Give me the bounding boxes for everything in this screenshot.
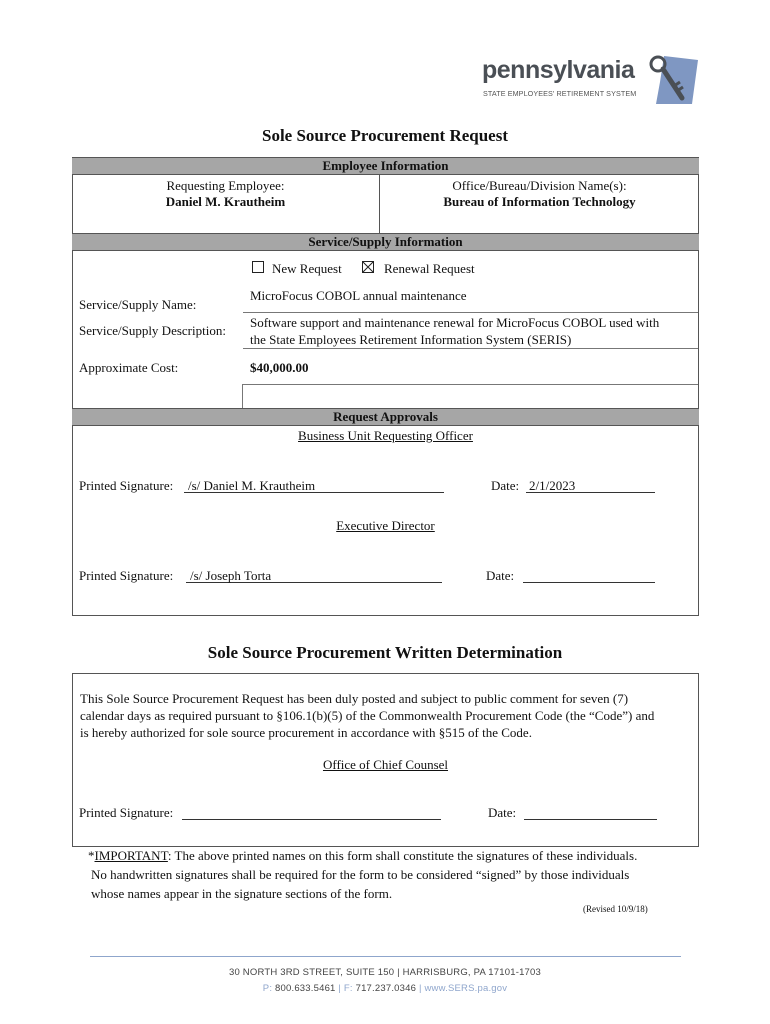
determination-para-line3: is hereby authorized for sole source procurement in accordance with §515 of the Code. bbox=[80, 725, 532, 740]
logo-tagline: STATE EMPLOYEES' RETIREMENT SYSTEM bbox=[483, 89, 637, 98]
important-line1-text: : The above printed names on this form shall constitute the signatures of these individuals. bbox=[167, 848, 638, 863]
signature2-label: Printed Signature: bbox=[79, 568, 174, 583]
approvals-header: Request Approvals bbox=[72, 408, 699, 426]
website-link[interactable]: www.SERS.pa.gov bbox=[424, 983, 508, 994]
director-title: Executive Director bbox=[336, 518, 435, 533]
new-request-checkbox[interactable] bbox=[252, 261, 264, 273]
page-title: Sole Source Procurement Request bbox=[262, 126, 508, 145]
renewal-request-label: Renewal Request bbox=[384, 261, 475, 276]
date2-line[interactable] bbox=[523, 582, 655, 583]
cost-underline bbox=[243, 384, 698, 385]
fax-number: 717.237.0346 bbox=[355, 983, 417, 994]
phone-prefix: P: bbox=[262, 983, 273, 994]
footer-contact bbox=[0, 983, 770, 994]
cost-value[interactable]: $40,000.00 bbox=[250, 360, 309, 375]
service-description-line2[interactable]: the State Employees Retirement Information System (SERIS) bbox=[250, 332, 572, 347]
determination-para-line2: calendar days as required pursuant to §106.1(b)(5) of the Commonwealth Procurement Code (the “Code”) and bbox=[80, 708, 655, 723]
signature1-value[interactable]: /s/ Daniel M. Krautheim bbox=[188, 478, 316, 493]
service-description-label: Service/Supply Description: bbox=[79, 323, 226, 338]
footer-rule bbox=[90, 956, 681, 957]
important-line1: *IMPORTANT: The above printed names on this form shall constitute the signatures of these individuals. bbox=[88, 848, 638, 863]
signature2-value[interactable]: /s/ Joseph Torta bbox=[190, 568, 272, 583]
checkmark-x-icon bbox=[363, 262, 373, 272]
office-label: Office/Bureau/Division Name(s): bbox=[452, 178, 627, 193]
requesting-employee-label: Requesting Employee: bbox=[166, 178, 285, 193]
footer-address: 30 NORTH 3RD STREET, SUITE 150 | HARRISBURG, PA 17101-1703 bbox=[228, 967, 542, 978]
employee-header: Employee Information bbox=[72, 157, 699, 175]
service-description-line1[interactable]: Software support and maintenance renewal for MicroFocus COBOL used with bbox=[250, 315, 660, 330]
counsel-date-label: Date: bbox=[488, 805, 517, 820]
important-line2: No handwritten signatures shall be required for the form to be considered “signed” by those individuals bbox=[91, 867, 630, 882]
important-line3: whose names appear in the signature sections of the form. bbox=[91, 886, 393, 901]
counsel-title: Office of Chief Counsel bbox=[322, 757, 449, 772]
service-description-underline bbox=[243, 348, 698, 349]
keystone-key-icon bbox=[646, 52, 700, 106]
request-form bbox=[72, 157, 699, 616]
cost-divider bbox=[242, 384, 243, 408]
service-name-value[interactable]: MicroFocus COBOL annual maintenance bbox=[250, 288, 467, 303]
service-header: Service/Supply Information bbox=[72, 233, 699, 251]
signature1-label: Printed Signature: bbox=[79, 478, 174, 493]
counsel-signature-line[interactable] bbox=[182, 819, 441, 820]
requesting-employee-name: Daniel M. Krautheim bbox=[165, 194, 286, 209]
cost-label: Approximate Cost: bbox=[79, 360, 179, 375]
service-name-label: Service/Supply Name: bbox=[79, 297, 197, 312]
office-name: Bureau of Information Technology bbox=[443, 194, 636, 209]
counsel-signature-label: Printed Signature: bbox=[79, 805, 174, 820]
logo-wordmark: pennsylvania bbox=[482, 56, 635, 84]
determination-title: Sole Source Procurement Written Determination bbox=[207, 643, 563, 662]
service-name-underline bbox=[243, 312, 698, 313]
revised-date: (Revised 10/9/18) bbox=[583, 904, 648, 914]
counsel-date-line[interactable] bbox=[524, 819, 657, 820]
date1-label: Date: bbox=[491, 478, 520, 493]
logo bbox=[478, 50, 700, 106]
officer-title: Business Unit Requesting Officer bbox=[298, 428, 473, 443]
separator: | bbox=[418, 983, 422, 994]
determination-para-line1: This Sole Source Procurement Request has been duly posted and subject to public comment for seven (7) bbox=[80, 691, 629, 706]
fax-prefix: F: bbox=[343, 983, 353, 994]
date2-label: Date: bbox=[486, 568, 515, 583]
phone-number[interactable]: 800.633.5461 bbox=[275, 983, 336, 994]
separator: | bbox=[338, 983, 342, 994]
important-label: IMPORTANT bbox=[94, 848, 168, 863]
date1-value[interactable]: 2/1/2023 bbox=[529, 478, 576, 493]
new-request-label: New Request bbox=[272, 261, 342, 276]
renewal-request-checkbox[interactable] bbox=[362, 261, 374, 273]
